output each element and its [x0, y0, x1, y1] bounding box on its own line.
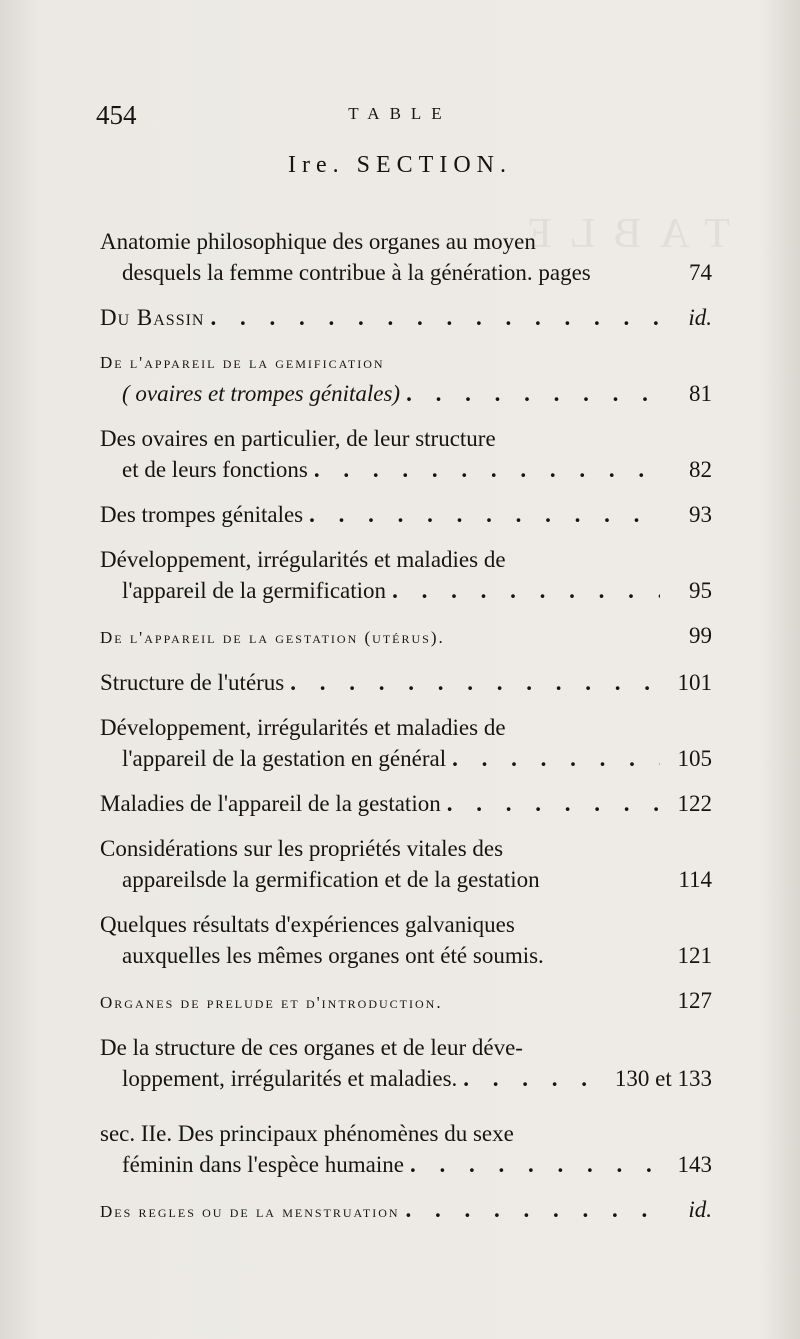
toc-entry — [100, 1194, 712, 1227]
toc-entry — [100, 544, 712, 606]
toc-entry-line: Du Bassin — [100, 305, 205, 330]
toc-entry-line: De la structure de ces organes et de leur déve- — [100, 1035, 523, 1060]
toc-page-number: 74 — [689, 260, 712, 285]
toc-entry-line: ( ovaires et trompes génitales) — [122, 381, 401, 406]
dot-leader — [400, 1194, 660, 1225]
toc-page-number: 127 — [677, 988, 712, 1013]
dot-leader — [457, 1063, 607, 1094]
dot-leader — [205, 302, 661, 333]
table-of-contents — [100, 226, 712, 1241]
toc-entry — [100, 499, 712, 530]
bleed-through-text: TABLE — [508, 211, 730, 257]
toc-entry-line: Des trompes génitales — [100, 502, 304, 527]
toc-entry-line: Organes de prelude et d'introduction. — [100, 993, 443, 1012]
toc-page-number: 122 — [677, 791, 712, 816]
toc-page-number: 121 — [677, 943, 712, 968]
toc-entry — [100, 788, 712, 819]
toc-entry-line: féminin dans l'espèce humaine — [122, 1152, 404, 1177]
running-head: TABLE — [348, 104, 452, 123]
toc-page-number: 130 et 133 — [614, 1066, 712, 1091]
toc-page-number: 99 — [689, 623, 712, 648]
toc-entry — [100, 985, 712, 1018]
toc-page-number: 93 — [689, 502, 712, 527]
toc-entry-line: appareilsde la germification et de la gestation — [122, 867, 540, 892]
toc-page-number: 105 — [677, 746, 712, 771]
toc-entry-line: Structure de l'utérus — [100, 670, 285, 695]
dot-leader — [386, 575, 660, 606]
dot-leader — [400, 378, 660, 409]
toc-entry-line: et de leurs fonctions — [122, 457, 308, 482]
toc-entry-line: Développement, irrégularités et maladies de — [100, 547, 506, 572]
toc-entry — [100, 347, 712, 409]
dot-leader — [284, 667, 660, 698]
toc-page-number: 101 — [677, 670, 712, 695]
toc-entry — [100, 226, 712, 288]
toc-entry-line: Des regles ou de la menstruation — [100, 1202, 400, 1221]
section-title: Ire. SECTION. — [288, 152, 512, 178]
toc-entry-line: sec. IIe. Des principaux phénomènes du sexe — [100, 1121, 514, 1146]
toc-entry-line: Développement, irrégularités et maladies de — [100, 715, 506, 740]
toc-entry-line: Des ovaires en particulier, de leur structure — [100, 426, 496, 451]
page-header — [0, 100, 800, 130]
toc-entry-line: auxquelles les mêmes organes ont été soumis. — [122, 943, 544, 968]
dot-leader — [404, 1149, 660, 1180]
toc-entry-line: l'appareil de la germification — [122, 578, 387, 603]
toc-page-number: 82 — [689, 457, 712, 482]
toc-page-number: 114 — [678, 867, 712, 892]
toc-entry — [100, 909, 712, 971]
toc-entry-line: Maladies de l'appareil de la gestation — [100, 791, 441, 816]
toc-entry-line: Considérations sur les propriétés vitales des — [100, 836, 504, 861]
toc-entry-line: l'appareil de la gestation en général — [122, 746, 447, 771]
dot-leader — [303, 499, 660, 530]
toc-entry — [100, 667, 712, 698]
toc-page-number: 143 — [677, 1152, 712, 1177]
toc-entry — [100, 423, 712, 485]
toc-page-number: 81 — [689, 381, 712, 406]
toc-entry-line: De l'appareil de la gestation (utérus). — [100, 628, 445, 647]
dot-leader — [446, 743, 660, 774]
toc-entry-line: desquels la femme contribue à la génération. pages — [122, 260, 591, 285]
toc-entry-line: De l'appareil de la gemification — [100, 353, 385, 372]
toc-entry — [100, 1032, 712, 1094]
toc-page-number: 95 — [689, 578, 712, 603]
dot-leader — [308, 454, 660, 485]
toc-page-number: id. — [688, 1197, 712, 1222]
toc-entry — [100, 712, 712, 774]
toc-entry-line: loppement, irrégularités et maladies. — [122, 1066, 458, 1091]
dot-leader — [441, 788, 660, 819]
toc-entry — [100, 1118, 712, 1180]
toc-entry-line: Anatomie philosophique des organes au moyen — [100, 229, 536, 254]
toc-entry — [100, 620, 712, 653]
toc-entry-line: Quelques résultats d'expériences galvaniques — [100, 912, 515, 937]
toc-page-number: id. — [688, 305, 712, 330]
toc-entry — [100, 833, 712, 895]
toc-entry — [100, 302, 712, 333]
page-number: 454 — [96, 100, 137, 130]
